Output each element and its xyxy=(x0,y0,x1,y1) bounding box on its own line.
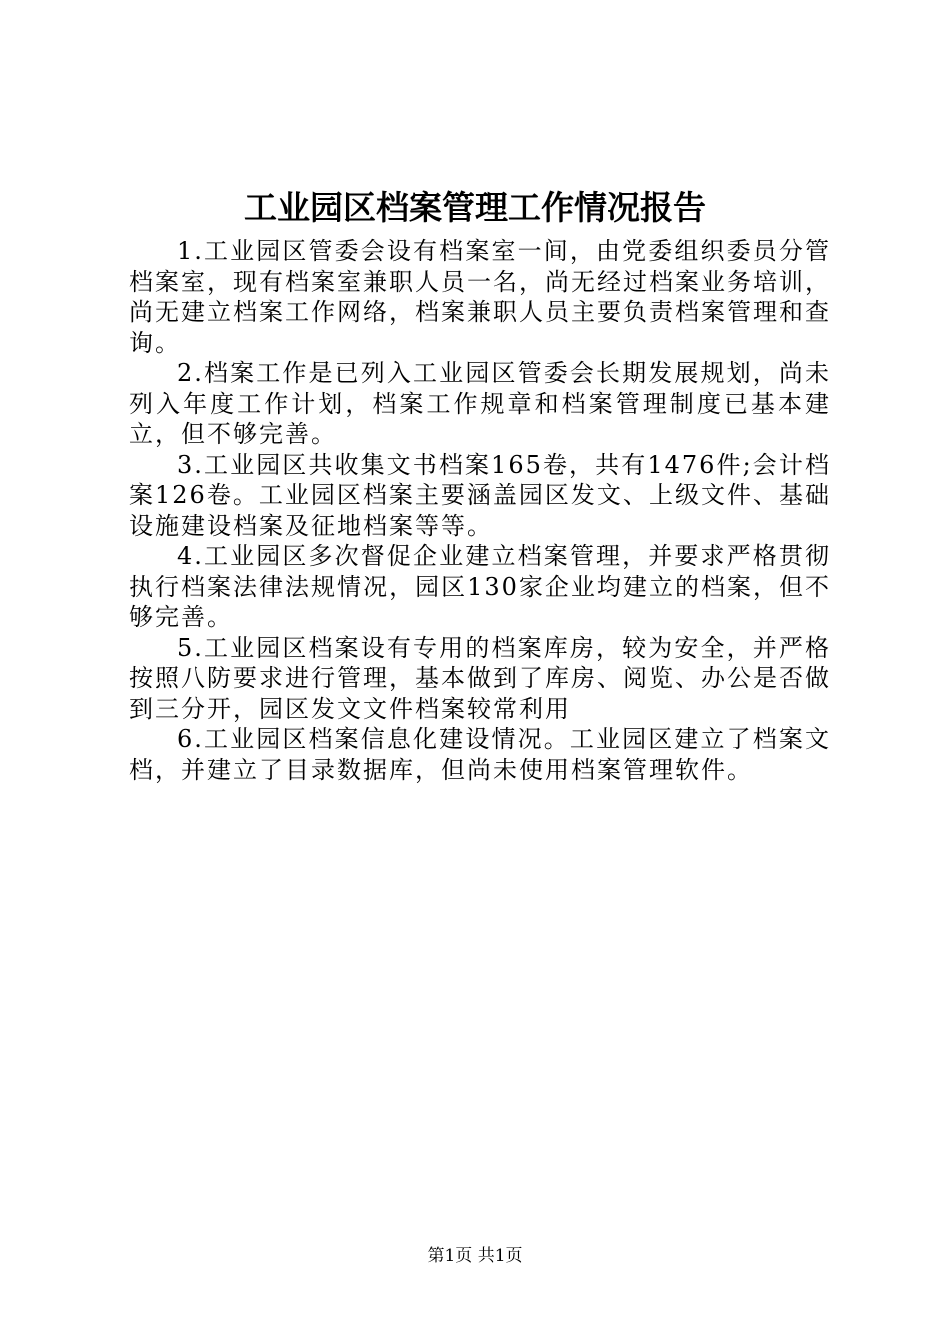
paragraph-4: 4.工业园区多次督促企业建立档案管理，并要求严格贯彻执行档案法律法规情况，园区130家企业均建立的档案，但不够完善。 xyxy=(129,542,831,631)
paragraph-1: 1.工业园区管委会设有档案室一间，由党委组织委员分管档案室，现有档案室兼职人员一名，尚无经过档案业务培训，尚无建立档案工作网络，档案兼职人员主要负责档案管理和查询。 xyxy=(129,237,831,357)
document-title: 工业园区档案管理工作情况报告 xyxy=(244,188,706,227)
paragraph-5: 5.工业园区档案设有专用的档案库房，较为安全，并严格按照八防要求进行管理，基本做到了库房、阅览、办公是否做到三分开，园区发文文件档案较常利用 xyxy=(129,633,831,723)
paragraph-6: 6.工业园区档案信息化建设情况。工业园区建立了档案文档，并建立了目录数据库，但尚未使用档案管理软件。 xyxy=(129,725,831,784)
page-footer: 第1页 共1页 xyxy=(427,1246,523,1266)
document-body xyxy=(129,236,831,785)
paragraph-3: 3.工业园区共收集文书档案165卷，共有1476件;会计档案126卷。工业园区档案主要涵盖园区发文、上级文件、基础设施建设档案及征地档案等等。 xyxy=(129,450,831,540)
paragraph-2: 2.档案工作是已列入工业园区管委会长期发展规划，尚未列入年度工作计划，档案工作规章和档案管理制度已基本建立，但不够完善。 xyxy=(129,359,831,448)
